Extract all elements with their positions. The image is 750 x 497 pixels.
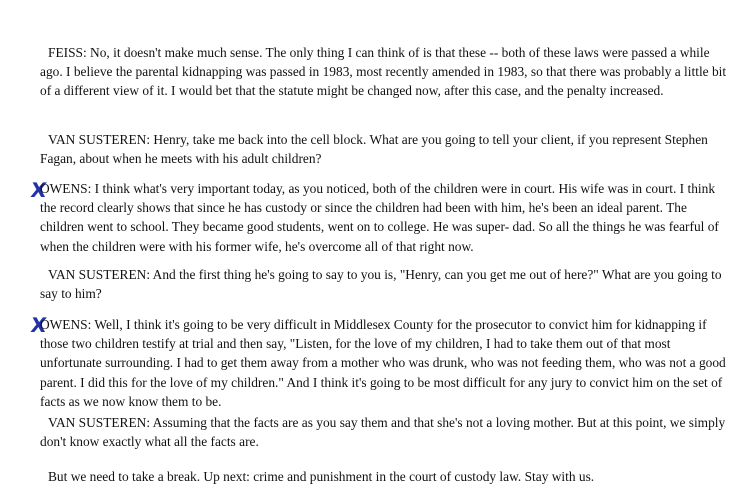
paragraph-text: VAN SUSTEREN: Henry, take me back into the cell block. What are you going to tell your client, if you represent Stephen Fagan, about when he meets with his adult children? — [40, 132, 708, 167]
paragraph-text: But we need to take a break. Up next: crime and punishment in the court of custody law. Stay with us. — [48, 469, 595, 484]
handwritten-x-mark: X — [29, 178, 49, 202]
paragraph-text: VAN SUSTEREN: And the first thing he's going to say to you is, "Henry, can you get me out of here?" What are you going to say to him? — [40, 267, 722, 302]
paragraph-feiss-1 — [40, 43, 730, 101]
handwritten-x-mark: X — [29, 313, 49, 337]
paragraph-closing — [40, 467, 730, 486]
paragraph-text: OWENS: Well, I think it's going to be very difficult in Middlesex County for the prosecutor to convict him for kidnapping if those two children testify at trial and then say, "Listen, for the love of my children, I had to take them out of that most unfortunate surrounding. I had to get them away from a mother who was drunk, who was not feeding them, who was not a good parent. I did this for the love of my children." And I think it's going to be most difficult for any jury to convict him on the set of facts as we now know them to be. — [40, 317, 726, 409]
paragraph-van-susteren-3 — [40, 413, 730, 451]
paragraph-text: FEISS: No, it doesn't make much sense. The only thing I can think of is that these -- both of these laws were passed a while ago. I believe the parental kidnapping was passed in 1983, most recently amended in 1983, so that there was probably a little bit of a different view of it. I would bet that the statute might be changed now, after this case, and the penalty increased. — [40, 45, 727, 99]
paragraph-text: VAN SUSTEREN: Assuming that the facts are as you say them and that she's not a loving mother. But at this point, we simply don't know exactly what all the facts are. — [40, 415, 726, 450]
paragraph-owens-1 — [40, 179, 730, 256]
paragraph-van-susteren-2 — [40, 265, 730, 303]
paragraph-owens-2 — [40, 315, 730, 411]
paragraph-text: OWENS: I think what's very important today, as you noticed, both of the children were in court. His wife was in court. I think the record clearly shows that since he has custody or since the children had been with him, he's been an ideal parent. The children went to school. They became good students, went on to college. He was super- dad. So all the things he was fearful of when the children were with his former wife, he's overcome all of that right now. — [40, 181, 719, 254]
paragraph-van-susteren-1 — [40, 130, 730, 168]
